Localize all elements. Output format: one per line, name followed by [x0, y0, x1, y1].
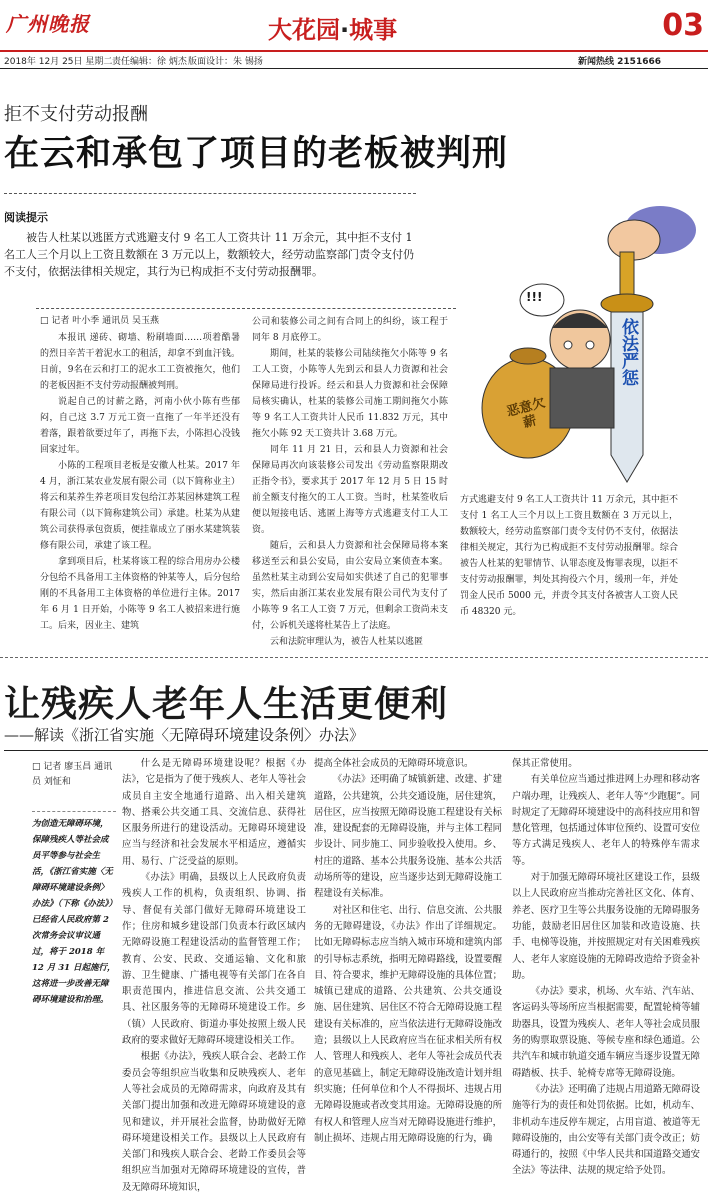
sword-guard [601, 294, 653, 314]
byline-text: 记者 叶小季 通讯员 吴玉燕 [51, 316, 159, 326]
boss-hair [552, 313, 608, 328]
article2-column-3 [512, 756, 700, 1180]
paragraph: 什么是无障碍环境建设呢？根据《办法》，它是指为了便于残疾人、老年人等社会成员自主安全地通行道路、出入相关建筑物、搭乘公共交通工具、交流信息、获得社区服务所进行的建设活动。无障碍环境建设应当与经济和社会发展水平相适应，遵循实用、易行、广泛受益的原则。 [122, 758, 306, 867]
page-number: 03 [662, 8, 704, 43]
section-sub: 城事 [349, 16, 398, 44]
article1-kicker: 拒不支付劳动报酬 [4, 104, 148, 125]
paragraph: 小陈的工程项目老板是安徽人杜某。2017 年 4 月，浙江某农业发展有限公司（以下简称业主）将云和某养生养老项目发包给江苏某园林建筑工程有限公司（以下简称建筑公司）承建。杜某为从建筑公司获得承包资质，便挂靠成立了丽水某建筑装修有限公司，承建了该工程。 [40, 461, 240, 551]
paragraph: 对社区和住宅、出行、信息交流、公共服务的无障碍建设，《办法》作出了详细规定。比如无障碍标志应当纳入城市环境和建筑内部的引导标志系统，指明无障碍路线，设置要醒目、符合要求，维护无障碍设施的具体位置；城镇已建成的道路、公共建筑、公共交通设施、居住建筑、居住区不符合无障碍设施工程建设有关标准的，应当依法进行无障碍设施改造；县级以上人民政府应当在征求相关所有权人、管理人和残疾人、老年人等社会成员代表的意见基础上，制定无障碍设施改造计划并组织实施；任何单位和个人不得损坏、违规占用无障碍设施或者改变其用途。无障碍设施的所有权人和管理人应当对无障碍设施进行维护，制止损坏、违规占用无障碍设施的行为，确 [314, 904, 502, 1144]
article2-column-2 [314, 756, 502, 1147]
boss-eye [586, 341, 594, 349]
guide-label: 阅读提示 [4, 211, 48, 224]
paragraph: 《办法》要求，机场、火车站、汽车站、客运码头等场所应当根据需要，配置轮椅等辅助器具，设置为残疾人、老年人等社会成员服务的购票取票设施、等候专座和绿色通道。公共汽车和城市轨道交通车辆应当逐步设置无障碍踏板、扶手、轮椅专席等无障碍设施。 [512, 986, 700, 1079]
masthead-rule [0, 68, 708, 69]
section-main: 大花园 [268, 16, 340, 44]
hotline-label: 新闻热线 [578, 57, 615, 67]
article2-headline: 让残疾人老年人生活更便利 [4, 684, 449, 725]
section-separator: · [340, 16, 350, 44]
article2-column-1 [122, 756, 306, 1196]
boss-eye [564, 341, 572, 349]
paragraph: 随后，云和县人力资源和社会保障局将本案移送至云和县公安局，由公安局立案侦查本案。虽然杜某主动到公安局如实供述了自己的犯罪事实，然后由浙江某农业发展有限公司代为支付了小陈等 9 名工人工资 7 万元，但剩余工资尚未支付，公诉机关遂将杜某告上了法庭。 [252, 541, 448, 631]
paragraph: 根据《办法》，残疾人联合会、老龄工作委员会等组织应当收集和反映残疾人、老年人等社会成员的无障碍需求，向政府及其有关部门提出加强和改进无障碍环境建设的意见和建议，并开展社会监督，协助做好无障碍环境建设相关工作。县级以上人民政府有关部门和残疾人联合会、老龄工作委员会等组织应当加强对无障碍环境建设的宣传，普及无障碍环境知识， [122, 1051, 306, 1193]
byline-divider [36, 308, 456, 310]
article1-headline: 在云和承包了项目的老板被判刑 [4, 134, 509, 174]
newspaper-logo: 广州晚报 [6, 12, 90, 36]
exclaim-text: !!! [526, 290, 543, 304]
illustration-drawing [420, 200, 708, 488]
byline-marker: □ [40, 316, 52, 326]
article1-column-3 [460, 492, 678, 620]
bag-text: 恶意欠薪 [505, 395, 547, 432]
illustration-sword-and-boss [420, 200, 708, 488]
paragraph: 保其正常使用。 [512, 758, 578, 769]
section-divider [0, 657, 708, 659]
boss-suit [550, 368, 614, 428]
section-title [268, 10, 397, 45]
paragraph: 说起自己的讨薪之路，河南小伙小陈有些郁闷，自己这 3.7 万元工资一直拖了一年半还没有着落，跟着欲要过年了，再拖下去，小陈担心没钱回家过年。 [40, 397, 240, 455]
byline-marker: □ [32, 762, 44, 772]
paragraph: 拿到项目后，杜某将该工程的综合用房办公楼分包给不具备用工主体资格的钟某等人，后分包给刚的不具备用工主体资格的单位进行主体。2017 年 6 月 1 日开始，小陈等 9 名工人被招来进行施工。后来，因业主、建筑 [40, 557, 240, 631]
sword-hilt [620, 252, 634, 298]
paragraph: 《办法》还明确了违规占用道路无障碍设施等行为的责任和处罚依据。比如，机动车、非机动车违反停车规定，占用盲道、被道等无障碍设施的，由公安等有关部门责令改正；妨碍通行的，按照《中华人民共和国道路交通安全法》等法律、法规的规定给予处罚。 [512, 1083, 700, 1177]
article2-byline [32, 760, 116, 790]
paragraph: 期间，杜某的装修公司陆续拖欠小陈等 9 名工人工资，小陈等人先到云和县人力资源和社会保障局进行投诉。经云和县人力资源和社会保障局核实确认，杜某的装修公司施工期间拖欠小陈等 9 名工人工资共计人民币 11.832 万元，其中拖欠小陈 92 天工资共计 3.68 万元。 [252, 349, 448, 439]
article2-lead-aside: 为创造无障碍环境，保障残疾人等社会成员平等参与社会生活，《浙江省实施〈无障碍环境建设条例〉办法》（下称《办法》）已经省人民政府第 2 次常务会议审议通过，将于 2018 年 12 月 31 日起施行，这将进一步改善无障碍环境建设和治理。 [32, 811, 116, 1008]
paragraph: 本报讯 递砖、砌墙、粉刷墙面……项着酷暑的烈日辛苦干着泥水工的租活，却拿不到血汗钱。日前，9名在云和打工的泥水工工资被拖欠，他们的老板因拒不支付劳动报酬被判刑。 [40, 333, 240, 391]
article1-byline [40, 313, 159, 326]
article1-column-2 [252, 314, 448, 650]
byline-text: 记者 廖玉昌 通讯员 刘怔和 [32, 762, 113, 787]
paragraph: 同年 11 月 21 日，云和县人力资源和社会保障局再次向该装修公司发出《劳动监察限期改正指令书》，要求其于 2017 年 12 月 5 日 15 时前全额支付拖欠的工人工资。当时，杜某签收后便以短接电话、逃匿上海等方式逃避支付工人工资。 [252, 445, 448, 535]
paragraph: 公司和装修公司之间有合同上的纠纷，该工程于同年 8 月底停工。 [252, 317, 448, 343]
designer-credit: 版面设计：朱 锡扬 [188, 57, 263, 67]
paragraph: 《办法》还明确了城镇新建、改建、扩建道路，公共建筑，公共交通设施，居住建筑，居住区，应当按照无障碍设施工程建设有关标准，建设配套的无障碍设施，并与主体工程同步设计、同步施工、同步验收投入使用。乡、村庄的道路、基本公共服务设施、基本公共活动场所等的建设，应当逐步达到无障碍设施工程建设有关标准。 [314, 774, 502, 900]
issue-date: 2018年 12月 25日 星期二 [4, 57, 113, 67]
article2-rule [4, 750, 708, 751]
article2-subtitle: ——解读《浙江省实施〈无障碍环境建设条例〉办法》 [4, 726, 365, 744]
hotline-number: 2151666 [617, 57, 661, 67]
paragraph: 对于加强无障碍环境社区建设工作，县级以上人民政府应当推动完善社区文化、体育、养老、医疗卫生等公共服务设施的无障碍服务功能，鼓励老旧居住区加装和改造设施、扶手、电梯等设施，并按照规定对有关困难残疾人、老年人家庭设施的无障碍改造给予资金补助。 [512, 872, 700, 981]
guide-divider [4, 193, 416, 195]
paragraph: 有关单位应当通过推进网上办理和移动客户端办理，让残疾人、老年人等“少跑腿”。同时规定了无障碍环境建设中的高科技应用和智慧化管理，包括通过体审位预约、设置可安位等方式满足残疾人、老年人的特殊停车需求等。 [512, 774, 700, 867]
paragraph: 《办法》明确，县级以上人民政府负责残疾人工作的机构，负责组织、协调、指导、督促有关部门做好无障碍环境建设工作；住房和城乡建设部门负责本行政区域内无障碍设施工程建设活动的监督管理工作；教育、公安、民政、交通运输、文化和旅游、卫生健康、广播电视等有关部门在各自职责范围内，推进信息交流、公共交通工具、社区服务等的无障碍环境建设工作。乡（镇）人民政府、街道办事处按照上级人民政府的要求做好无障碍环境建设相关工作。 [122, 872, 306, 1047]
guide-text: 被告人杜某以逃匿方式逃避支付 9 名工人工资共计 11 万余元，其中拒不支付 1 名工人三个月以上工资且数额在 3 万元以上，数额较大，经劳动监察部门责令支付仍不支付，依据法律相关规定，其行为已构成拒不支付劳动报酬罪。 [4, 231, 414, 278]
paragraph: 云和法院审理认为，被告人杜某以逃匿 [270, 637, 424, 647]
editor-credit: 责任编辑：徐 炳杰 [112, 57, 187, 67]
paragraph: 方式逃避支付 9 名工人工资共计 11 万余元，其中拒不支付 1 名工人三个月以上工资且数额在 3 万元以上，数额较大，经劳动监察部门责令支付仍不支付，依据法律相关规定，其行为已构成拒不支付劳动报酬罪。综合被告人杜某的犯罪情节、认罪态度及悔罪表现，以拒不支付劳动报酬罪，判处其拘役六个月，缓刑一年，并处罚金人民币 5000 元，并责令其支付各被害人工资人民币 48320 元。 [460, 495, 678, 617]
sword-text: 依法严惩 [618, 318, 638, 386]
hotline [578, 54, 661, 67]
paragraph: 提高全体社会成员的无障碍环境意识。 [314, 758, 474, 769]
article1-column-1 [40, 330, 240, 634]
bag-tie [510, 348, 546, 364]
